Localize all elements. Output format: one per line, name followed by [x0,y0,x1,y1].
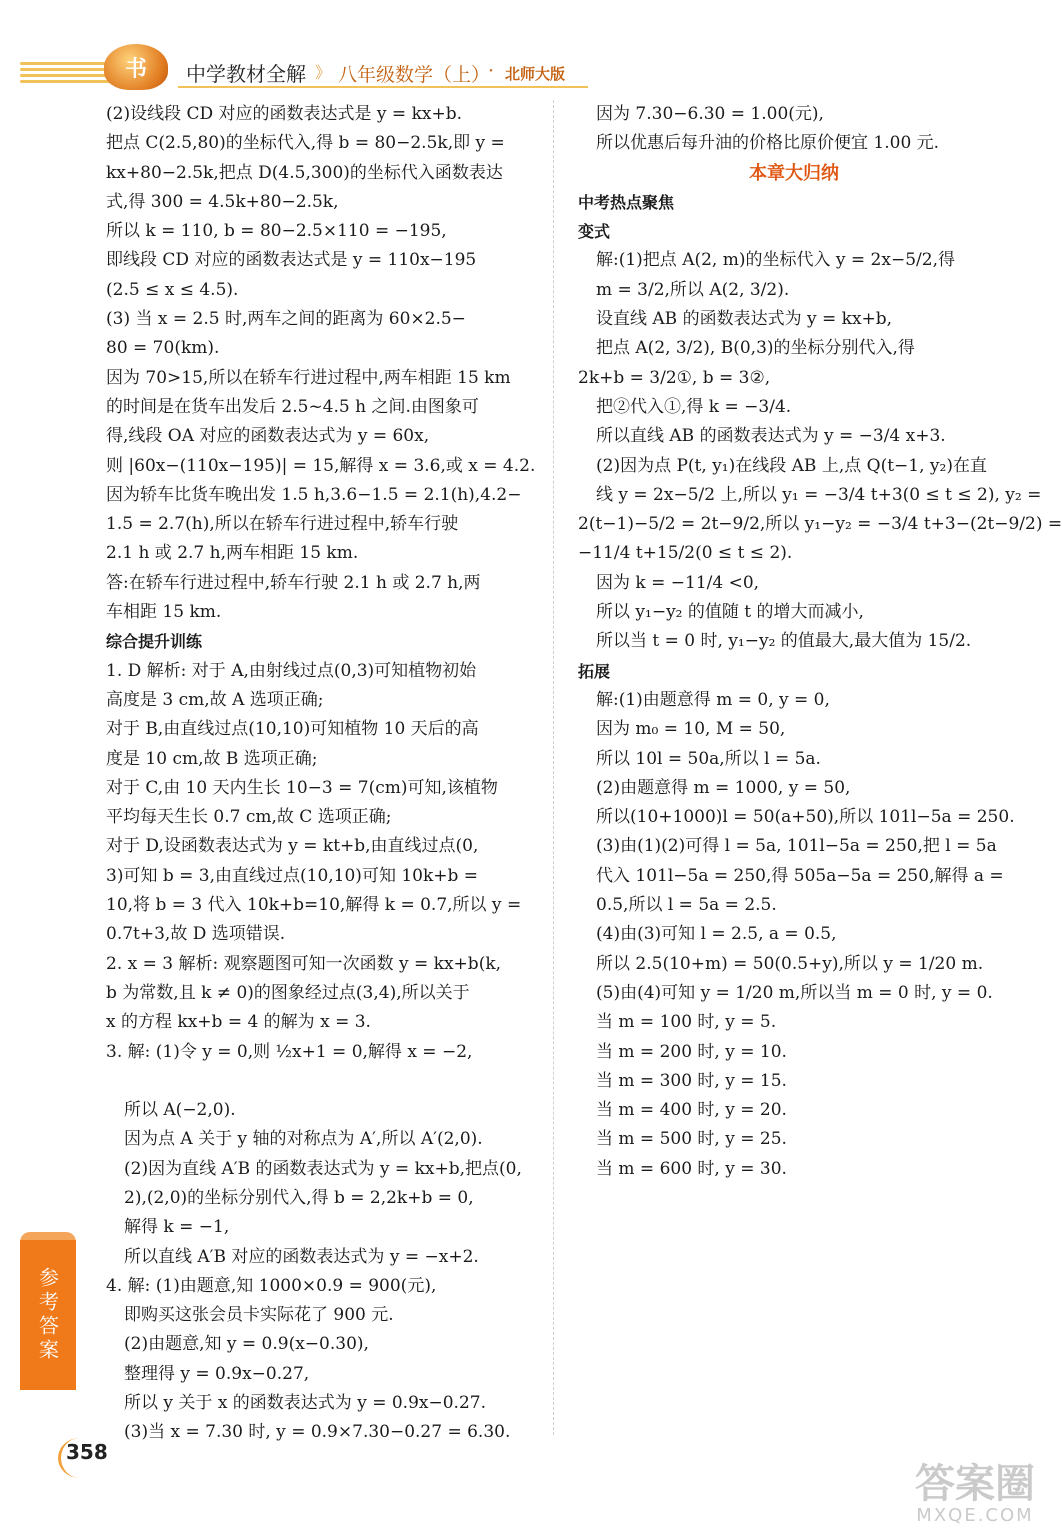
answer-line: 中考热点聚焦 [578,192,675,212]
right-column [578,100,1062,1184]
answer-line: (2)由题意得 m = 1000, y = 50, [596,777,851,798]
answer-line: 代入 101l−5a = 250,得 505a−5a = 250,解得 a = [596,865,1004,886]
watermark-url: MXQE.COM [916,1505,1034,1526]
answer-line: 所以 A(−2,0). [124,1100,236,1121]
answer-line: 4. 解: (1)由题意,知 1000×0.9 = 900(元), [106,1275,437,1296]
answer-line: (2)设线段 CD 对应的函数表达式是 y = kx+b. [106,104,463,124]
answer-line: 所以当 t = 0 时, y₁−y₂ 的值最大,最大值为 15/2. [596,631,972,652]
answer-line: 因为 70>15,所以在轿车行进过程中,两车相距 15 km [106,367,511,388]
answer-line: 1. D 解析: 对于 A,由射线过点(0,3)可知植物初始 [106,660,477,681]
answer-line: (4)由(3)可知 l = 2.5, a = 0.5, [596,924,837,945]
page-number: 358 [66,1440,108,1464]
answer-line: 1.5 = 2.7(h),所以在轿车行进过程中,轿车行驶 [106,514,459,535]
column-divider [553,100,554,1435]
answer-line: 答:在轿车行进过程中,轿车行驶 2.1 h 或 2.7 h,两 [106,572,481,593]
answer-line: 高度是 3 cm,故 A 选项正确; [106,689,324,710]
answer-line: 得,线段 OA 对应的函数表达式为 y = 60x, [106,426,430,447]
answer-line: (2)因为点 P(t, y₁)在线段 AB 上,点 Q(t−1, y₂)在直 [596,455,987,476]
answer-line: 车相距 15 km. [106,602,222,623]
answer-line: 2),(2,0)的坐标分别代入,得 b = 2,2k+b = 0, [124,1187,474,1208]
answer-line: 变式 [578,222,611,242]
answer-line: (3)当 x = 7.30 时, y = 0.9×7.30−0.27 = 6.30. [124,1422,511,1443]
left-column [106,100,538,1448]
book-title: 中学教材全解 [186,62,306,86]
answer-section-tab: 参考答案 [20,1240,76,1390]
answer-line: 所以 10l = 50a,所以 l = 5a. [596,748,821,769]
answer-line: 所以 k = 110, b = 80−2.5×110 = −195, [106,221,447,242]
answer-line: 因为 k = −11/4 <0, [596,572,760,593]
answer-line: 当 m = 600 时, y = 30. [596,1158,787,1179]
watermark-logo: 答案圈 [915,1461,1035,1507]
book-subject: 八年级数学（上） [338,64,491,86]
answer-line: 设直线 AB 的函数表达式为 y = kx+b, [596,309,893,330]
answer-line: 因为轿车比货车晚出发 1.5 h,3.6−1.5 = 2.1(h),4.2− [106,484,522,505]
answer-line: 10,将 b = 3 代入 10k+b=10,解得 k = 0.7,所以 y = [106,895,522,916]
header-separator: 》 [315,63,332,82]
answer-line: 解:(1)把点 A(2, m)的坐标代入 y = 2x−5/2,得 [596,250,955,271]
answer-line: (2)因为直线 A′B 的函数表达式为 y = kx+b,把点(0, [124,1158,522,1179]
answer-line: (5)由(4)可知 y = 1/20 m,所以当 m = 0 时, y = 0. [596,982,993,1003]
header-underline [178,86,588,88]
answer-line: 综合提升训练 [106,632,203,652]
book-logo-icon: 书 [104,44,168,90]
answer-line: 当 m = 500 时, y = 25. [596,1129,787,1150]
answer-line: 把点 C(2.5,80)的坐标代入,得 b = 80−2.5k,即 y = [106,133,505,154]
answer-line: 所以直线 A′B 对应的函数表达式为 y = −x+2. [124,1246,479,1267]
answer-line: 对于 B,由直线过点(10,10)可知植物 10 天后的高 [106,719,479,740]
answer-line: x 的方程 kx+b = 4 的解为 x = 3. [106,1012,371,1033]
answer-line: 因为 m₀ = 10, M = 50, [596,719,786,740]
answer-line: 式,得 300 = 4.5k+80−2.5k, [106,191,339,212]
answer-line: 对于 C,由 10 天内生长 10−3 = 7(cm)可知,该植物 [106,777,498,798]
answer-line: 80 = 70(km). [106,338,220,359]
chapter-heading: 本章大归纳 [749,162,839,184]
answer-line: 3. 解: (1)令 y = 0,则 ½x+1 = 0,解得 x = −2, [106,1041,473,1062]
answer-line: 的时间是在货车出发后 2.5~4.5 h 之间.由图象可 [106,396,479,417]
answer-line: 0.7t+3,故 D 选项错误. [106,924,286,945]
answer-line: 所以优惠后每升油的价格比原价便宜 1.00 元. [596,133,940,154]
answer-line: 解:(1)由题意得 m = 0, y = 0, [596,689,830,710]
book-edition: 北师大版 [505,65,566,83]
answer-line: 线 y = 2x−5/2 上,所以 y₁ = −3/4 t+3(0 ≤ t ≤ 2), y₂ = [596,484,1042,505]
answer-line: 2k+b = 3/2①, b = 3②, [578,367,771,388]
answer-line: 0.5,所以 l = 5a = 2.5. [596,895,777,916]
answer-line: 对于 D,设函数表达式为 y = kt+b,由直线过点(0, [106,836,479,857]
answer-line: −11/4 t+15/2(0 ≤ t ≤ 2). [578,543,793,564]
answer-line: 即购买这张会员卡实际花了 900 元. [124,1305,394,1326]
answer-line: 因为点 A 关于 y 轴的对称点为 A′,所以 A′(2,0). [124,1129,483,1150]
answer-line: 所以 y₁−y₂ 的值随 t 的增大而减小, [596,602,864,623]
answer-line: 整理得 y = 0.9x−0.27, [124,1363,310,1384]
answer-line: b 为常数,且 k ≠ 0)的图象经过点(3,4),所以关于 [106,982,470,1003]
answer-line: 当 m = 200 时, y = 10. [596,1041,787,1062]
answer-line: (2.5 ≤ x ≤ 4.5). [106,279,239,300]
answer-line: kx+80−2.5k,把点 D(4.5,300)的坐标代入函数表达 [106,162,503,183]
answer-line: (2)由题意,知 y = 0.9(x−0.30), [124,1334,369,1355]
answer-line: 解得 k = −1, [124,1217,230,1238]
answer-line: 2(t−1)−5/2 = 2t−9/2,所以 y₁−y₂ = −3/4 t+3−(2t−9/2) = [578,514,1062,535]
answer-line: (3) 当 x = 2.5 时,两车之间的距离为 60×2.5− [106,309,466,330]
answer-line: 当 m = 300 时, y = 15. [596,1070,787,1091]
answer-line: 拓展 [578,661,611,681]
answer-line: 所以直线 AB 的函数表达式为 y = −3/4 x+3. [596,426,946,447]
answer-line: (3)由(1)(2)可得 l = 5a, 101l−5a = 250,把 l = 5a [596,836,997,857]
answer-line: 则 |60x−(110x−195)| = 15,解得 x = 3.6,或 x = 4.2. [106,455,536,476]
answer-line: 把点 A(2, 3/2), B(0,3)的坐标分别代入,得 [596,338,915,359]
watermark [900,1462,1050,1532]
answer-line: 所以 2.5(10+m) = 50(0.5+y),所以 y = 1/20 m. [596,953,984,974]
answer-line: 即线段 CD 对应的函数表达式是 y = 110x−195 [106,250,477,271]
answer-line: 平均每天生长 0.7 cm,故 C 选项正确; [106,807,392,828]
answer-line [106,1067,538,1096]
answer-line: 度是 10 cm,故 B 选项正确; [106,748,318,769]
answer-line: 所以(10+1000)l = 50(a+50),所以 101l−5a = 250. [596,807,1015,828]
answer-line: 2.1 h 或 2.7 h,两车相距 15 km. [106,543,359,564]
answer-line: 所以 y 关于 x 的函数表达式为 y = 0.9x−0.27. [124,1393,486,1414]
answer-line: 把②代入①,得 k = −3/4. [596,396,792,417]
answer-line: m = 3/2,所以 A(2, 3/2). [596,279,790,300]
answer-line: 当 m = 400 时, y = 20. [596,1100,787,1121]
header-dot: · [488,60,495,82]
answer-line: 因为 7.30−6.30 = 1.00(元), [596,104,824,124]
answer-line: 3)可知 b = 3,由直线过点(10,10)可知 10k+b = [106,865,479,886]
answer-line: 2. x = 3 解析: 观察题图可知一次函数 y = kx+b(k, [106,953,502,974]
page-header [0,0,1061,95]
answer-line: 当 m = 100 时, y = 5. [596,1012,777,1033]
